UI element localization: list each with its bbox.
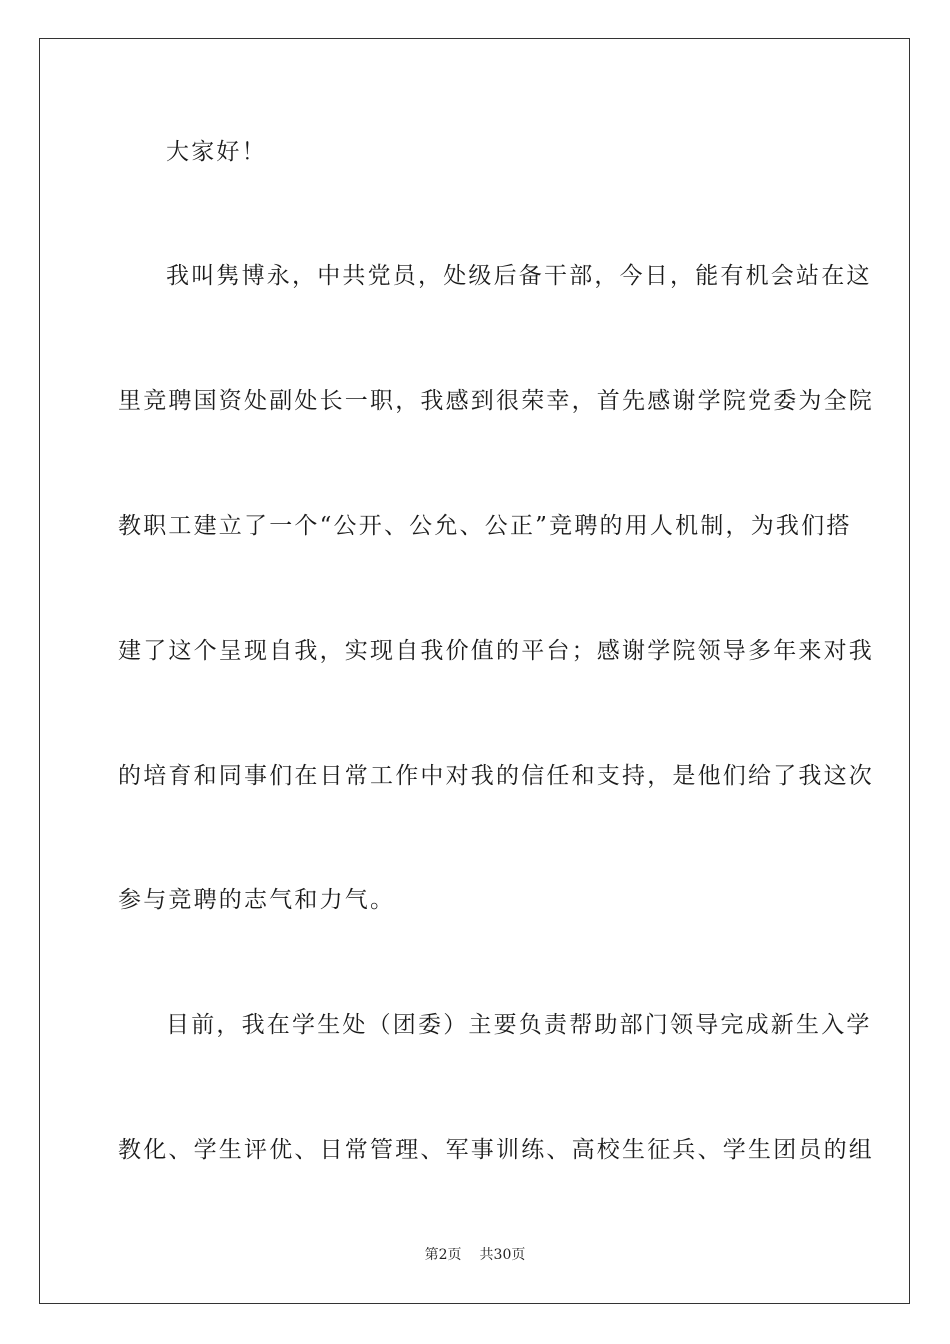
paragraph-line: 我叫隽博永，中共党员，处级后备干部，今日，能有机会站在这 [166, 263, 872, 289]
paragraph-line: 教职工建立了一个“公开、公允、公正”竞聘的用人机制，为我们搭 [118, 513, 852, 539]
greeting-line: 大家好！ [166, 139, 267, 165]
paragraph-line: 目前，我在学生处（团委）主要负责帮助部门领导完成新生入学 [166, 1012, 872, 1038]
paragraph-line: 参与竞聘的志气和力气。 [118, 887, 396, 913]
paragraph-line: 里竞聘国资处副处长一职，我感到很荣幸，首先感谢学院党委为全院 [118, 388, 874, 414]
paragraph-line: 的培育和同事们在日常工作中对我的信任和支持，是他们给了我这次 [118, 763, 874, 789]
page-border [39, 38, 910, 1304]
page-footer [0, 1246, 950, 1264]
paragraph-line: 教化、学生评优、日常管理、军事训练、高校生征兵、学生团员的组 [118, 1137, 874, 1163]
paragraph-line: 建了这个呈现自我，实现自我价值的平台；感谢学院领导多年来对我 [118, 638, 874, 664]
total-pages: 共30页 [479, 1247, 526, 1263]
page-number: 第2页 [424, 1247, 462, 1263]
